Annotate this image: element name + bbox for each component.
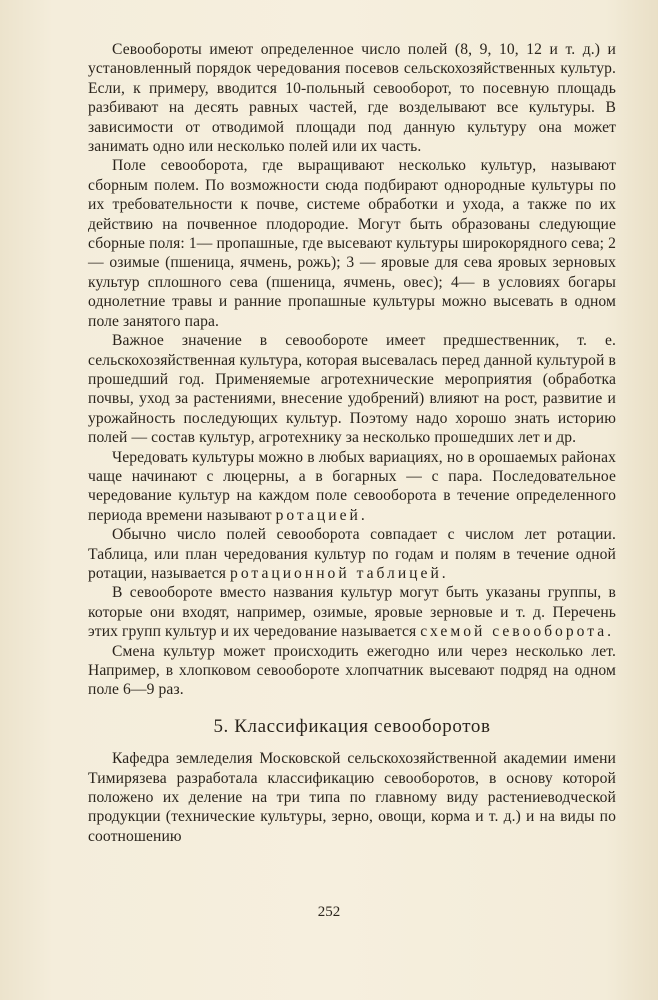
text-segment: Кафедра земледелия Московской сельскохозяйственной академии имени Тимирязева разработала классификацию севооборотов, в основу которой положено их деление на три типа по главному виду растениеводческой продукции (технические культуры, зерно, овощи, корма и т. д.) и на виды по соотношению [88,750,616,845]
paragraph [88,156,616,331]
section-heading: 5. Классификация севооборотов [213,715,491,737]
paragraph [88,749,616,846]
paragraph [88,642,616,700]
text-segment: Смена культур может происходить ежегодно или через несколько лет. Например, в хлопковом севообороте хлопчатник высевают подряд на одном поле 6—9 раз. [88,642,616,699]
emphasized-term: схемой севооборота [420,623,608,641]
emphasized-term: ротационной таблицей [230,564,442,582]
text-segment: Обычно число полей севооборота совпадает с числом лет ротации. Таблица, или план чередования культур по годам и полям в течение одной ротации, называется [88,526,616,582]
text-segment: . [360,506,365,524]
text-segment: . [607,623,612,641]
text-segment: В севообороте вместо названия культур могут быть указаны группы, в которые они входят, например, озимые, яровые зерновые и т. д. Перечень этих групп культур и их чередование называется [88,584,616,641]
text-segment: . [441,564,446,582]
page-number: 252 [317,904,341,920]
paragraph [88,40,616,156]
text-segment: Важное значение в севообороте имеет предшественник, т. е. сельскохозяйственная культура, которая высевалась перед данной культурой в прошедший год. Применяемые агротехнические мероприятия (обработка почвы, уход за растениями, внесение удобрений) влияют на рост, развитие и урожайность последующих культур. Поэтому надо хорошо знать историю полей — состав культур, агротехнику за несколько прошедших лет и др. [88,332,616,447]
text-segment: Чередовать культуры можно в любых вариациях, но в орошаемых районах чаще начинают с люцерны, а в богарных — с пара. Последовательное чередование культур на каждом поле севооборота в течение определенного периода времени называют [88,448,616,524]
text-segment: Севообороты имеют определенное число полей (8, 9, 10, 12 и т. д.) и установленный порядок чередования посевов сельскохозяйственных культур. Если, к примеру, вводится 10-польный севооборот, то посевную площадь разбивают на десять равных частей, где возделывают все культуры. В зависимости от отводимой площади под данную культуру она может занимать одно или несколько полей или их часть. [88,41,616,156]
emphasized-term: ротацией [275,506,361,524]
text-segment: Поле севооборота, где выращивают несколько культур, называют сборным полем. По возможности сюда подбирают однородные культуры по их требовательности к почве, системе обработки и ухода, а также по их действию на почвенное плодородие. Могут быть образованы следующие сборные поля: 1— пропашные, где высевают культуры широкорядного сева; 2— озимые (пшеница, ячмень, рожь); 3 — яровые для сева яровых зерновых культур сплошного сева (пшеница, ячмень, овес); 4— в условиях богары однолетние травы и ранние пропашные культуры можно высевать в одном поле занятого пара. [88,157,616,330]
paragraph [88,448,616,526]
paragraph [88,583,616,641]
paragraph [88,525,616,583]
body-text [88,40,616,846]
paragraph [88,331,616,447]
section-paragraph-list [88,749,616,846]
paragraph-list [88,40,616,700]
